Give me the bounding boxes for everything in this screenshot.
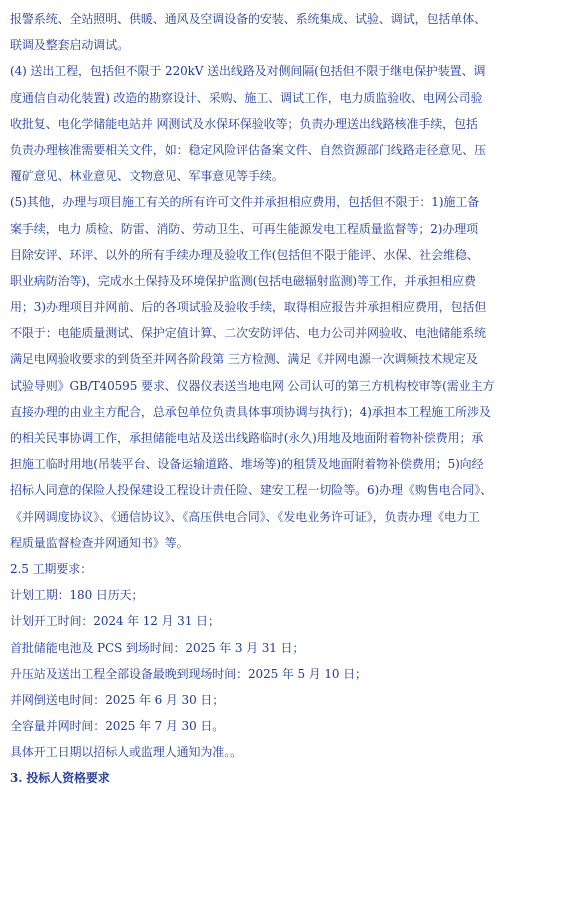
text-line: 满足电网验收要求的到货至并网各阶段第 三方检测、满足《并网电源一次调频技术规定及 [10,352,478,367]
text-line: 收批复、电化学储能电站并 网测试及水保环保验收等；负责办理送出线路核准手续，包括 [10,116,478,131]
schedule-line: 升压站及送出工程全部设备最晚到现场时间：2025 年 5 月 10 日； [10,666,367,681]
text-line: 用；3)办理项目并网前、后的各项试验及验收手续，取得相应报告并承担相应费用，包括但 [10,300,487,315]
schedule-line: 全容量并网时间：2025 年 7 月 30 日。 [10,719,225,734]
text-line: 担施工临时用地(吊装平台、设备运输道路、堆场等)的租赁及地面附着物补偿费用；5)向经 [10,457,484,472]
text-line: 目除安评、环评、以外的所有手续办理及验收工作(包括但不限于能评、水保、社会维稳、 [10,247,479,262]
text-line: 覆矿意见、林业意见、文物意见、军事意见等手续。 [10,169,284,184]
schedule-line: 计划工期：180 日历天； [10,588,144,603]
text-line: 《并网调度协议》、《通信协议》、《高压供电合同》、《发电业务许可证》，负责办理《电力工 [10,509,480,524]
text-line: 案手续，电力 质检、防雷、消防、劳动卫生、可再生能源发电工程质量监督等；2)办理项 [10,221,479,236]
text-line: 度通信自动化装置) 改造的勘察设计、采购、施工、调试工作，电力质监验收、电网公司验 [10,90,483,105]
text-line: 招标人同意的保险人投保建设工程设计责任险、建安工程一切险等。6)办理《购售电合同》、 [10,483,493,498]
schedule-line: 计划开工时间：2024 年 12 月 31 日； [10,614,220,629]
document-body [10,6,558,792]
schedule-line: 首批储能电池及 PCS 到场时间：2025 年 3 月 31 日； [10,640,305,655]
text-line: 联调及整套启动调试。 [10,38,130,53]
text-line: (5)其他，办理与项目施工有关的所有许可文件并承担相应费用，包括但不限于：1)施工备 [10,195,480,210]
text-line: 负责办理核准需要相关文件，如：稳定风险评估备案文件、自然资源部门线路走径意见、压 [10,142,487,157]
text-line: 职业病防治等)，完成水土保持及环境保护监测(包括电磁辐射监测)等工作，并承担相应费 [10,273,476,288]
text-line: 具体开工日期以招标人或监理人通知为准。。 [10,745,243,760]
schedule-line: 并网倒送电时间：2025 年 6 月 30 日； [10,692,225,707]
text-line: 程质量监督检查并网通知书》等。 [10,535,189,550]
text-line: 的相关民事协调工作，承担储能电站及送出线路临时(永久)用地及地面附着物补偿费用；承 [10,431,484,445]
text-line: 试验导则》GB/T40595 要求、仪器仪表送当地电网 公司认可的第三方机构校审等(需业主方 [10,378,495,393]
text-line: 不限于：电能质量测试、保护定值计算、二次安防评估、电力公司并网验收、电池储能系统 [10,326,487,341]
text-line: 直接办理的由业主方配合，总承包单位负责具体事项协调与执行)；4)承担本工程施工所涉及 [10,404,491,419]
section-heading: 2.5 工期要求： [10,561,92,576]
text-line: 报警系统、全站照明、供暖、通风及空调设备的安装、系统集成、试验、调试，包括单体、 [10,12,487,26]
section-heading: 3. 投标人资格要求 [10,771,110,786]
text-line: (4) 送出工程，包括但不限于 220kV 送出线路及对侧间隔(包括但不限于继电保护装置、调 [10,64,486,79]
